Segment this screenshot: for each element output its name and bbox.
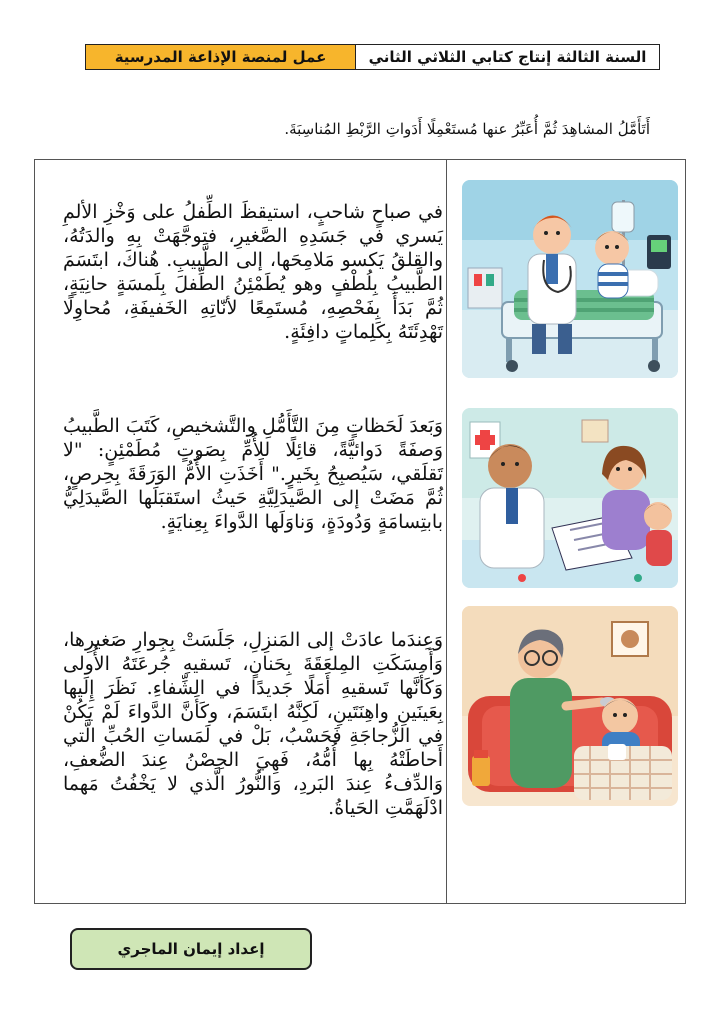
column-divider: [446, 160, 447, 903]
author-credit: إعداد إيمان الماجري: [70, 928, 312, 970]
content-frame: [34, 159, 686, 904]
level-title: السنة الثالثة إنتاج كتابي الثلاثي الثاني: [355, 45, 659, 69]
mother-medicine-illustration: [462, 606, 678, 806]
activity-title: عمل لمنصة الإذاعة المدرسية: [86, 45, 355, 69]
header-bar: [85, 44, 660, 70]
paragraph-3: وَعِندَما عادَتْ إلى المَنزِلِ، جَلَسَتْ بِجِوارِ صَغيرِها، وَأَمسَكَتِ المِلعَقَةَ بِحَنانٍ، تَسقيهِ جُرعَتَهُ الأُولى وَكَأَنَّها تَسقيهِ أَمَلًا جَديدًا في الشِّفاءِ. نَظَرَ إِلَيها بِعَينَينِ واهِنَتَينِ، لَكِنَّهُ ابتَسَمَ، وكَأَنَّ الدَّواءَ لَمْ يَكُنْ في الزُّجاجَةِ فَحَسْبُ، بَلْ في لَمَساتِ الحُبِّ الَّتي أَحاطَتْهُ بِها أُمُّهُ، فَهِيَ الحِصْنُ عِندَ الضُّعفِ، وَالدِّفءُ عِندَ البَردِ، وَالنُّورُ الَّذي لا يَخْفُتُ مَهما ادْلَهَمَّتِ الحَياةُ.: [63, 629, 443, 819]
paragraph-1: في صباحٍ شاحبٍ، استيقظَ الطِّفلُ على وَخْزِ الألمِ يَسري في جَسَدِهِ الصَّغيرِ، فتوجَّهَتْ بِهِ والدَتُهُ، والقلقُ يَكسو مَلامِحَها، إلى الطَّبيبِ. هُناكَ، ابتَسَمَ الطَّبيبُ بِلُطْفٍ وهو يُطَمْئِنُ الطِّفلَ بِلَمسَةٍ حانِيَةٍ، ثُمَّ بَدَأَ بِفَحْصِهِ، مُستَمِعًا لأنّاتِهِ الخَفيفَةِ، مُحاوِلًا تَهْدِئَتَهُ بِكَلِماتٍ دافِئَةٍ.: [63, 201, 443, 343]
doctor-exam-illustration: [462, 180, 678, 378]
paragraph-2: وَبَعدَ لَحَظاتٍ مِنَ التَّأَمُّلِ والتَّشخيصِ، كَتَبَ الطَّبيبُ وَصفَةً دَوائيَّةً، قائِلًا للأُمِّ بِصَوتٍ مُطَمْئِنٍ: "لا تَقلَقي، سَيُصبِحُ بِخَيرٍ." أَخَذَتِ الأُمُّ الوَرَقَةَ بِحِرصٍ، ثُمَّ مَضَتْ إلى الصَّيدَلِيَّةِ حَيثُ استَقبَلَها الصَّيدَلِيُّ بابتِسامَةٍ وَدُودَةٍ، وَناوَلَها الدَّواءَ بِعِنايَةٍ.: [63, 415, 443, 533]
instruction-text: أَتَأَمَّلُ المشاهِدَ ثُمَّ أُعَبِّرُ عنها مُستَعْمِلًا أَدَواتِ الرَّبْطِ المُناسِبَةَ.: [284, 120, 650, 138]
prescription-illustration: [462, 408, 678, 588]
